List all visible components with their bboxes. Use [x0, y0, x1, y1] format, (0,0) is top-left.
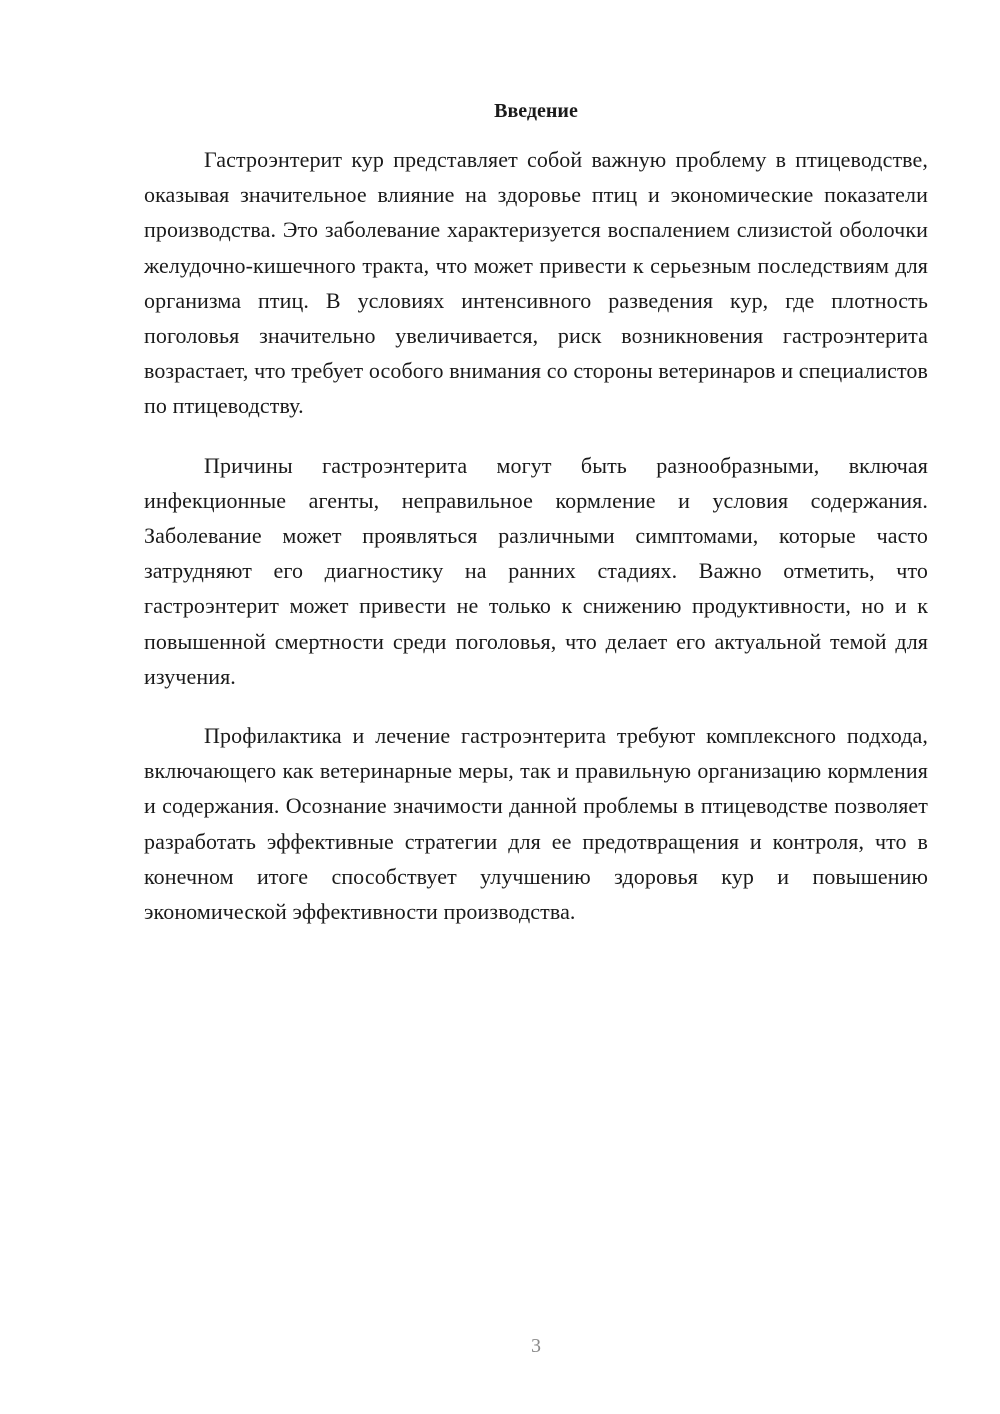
paragraph-1: Гастроэнтерит кур представляет собой важную проблему в птицеводстве, оказывая значительное влияние на здоровье птиц и экономические показатели производства. Это заболевание характеризуется воспалением слизистой оболочки желудочно-кишечного тракта, что может привести к серьезным последствиям для организма птиц. В условиях интенсивного разведения кур, где плотность поголовья значительно увеличивается, риск возникновения гастроэнтерита возрастает, что требует особого внимания со стороны ветеринаров и специалистов по птицеводству. — [144, 147, 928, 419]
paragraph-2: Причины гастроэнтерита могут быть разнообразными, включая инфекционные агенты, неправильное кормление и условия содержания. Заболевание может проявляться различными симптомами, которые часто затрудняют его диагностику на ранних стадиях. Важно отметить, что гастроэнтерит может привести не только к снижению продуктивности, но и к повышенной смертности среди поголовья, что делает его актуальной темой для изучения. — [144, 452, 928, 689]
page-number: 3 — [531, 1335, 541, 1357]
body-text — [144, 142, 928, 953]
section-title: Введение — [494, 100, 578, 122]
paragraph-3: Профилактика и лечение гастроэнтерита требуют комплексного подхода, включающего как ветеринарные меры, так и правильную организацию кормления и содержания. Осознание значимости данной проблемы в птицеводстве позволяет разработать эффективные стратегии для ее предотвращения и контроля, что в конечном итоге способствует улучшению здоровья кур и повышению экономической эффективности производства. — [144, 723, 928, 925]
